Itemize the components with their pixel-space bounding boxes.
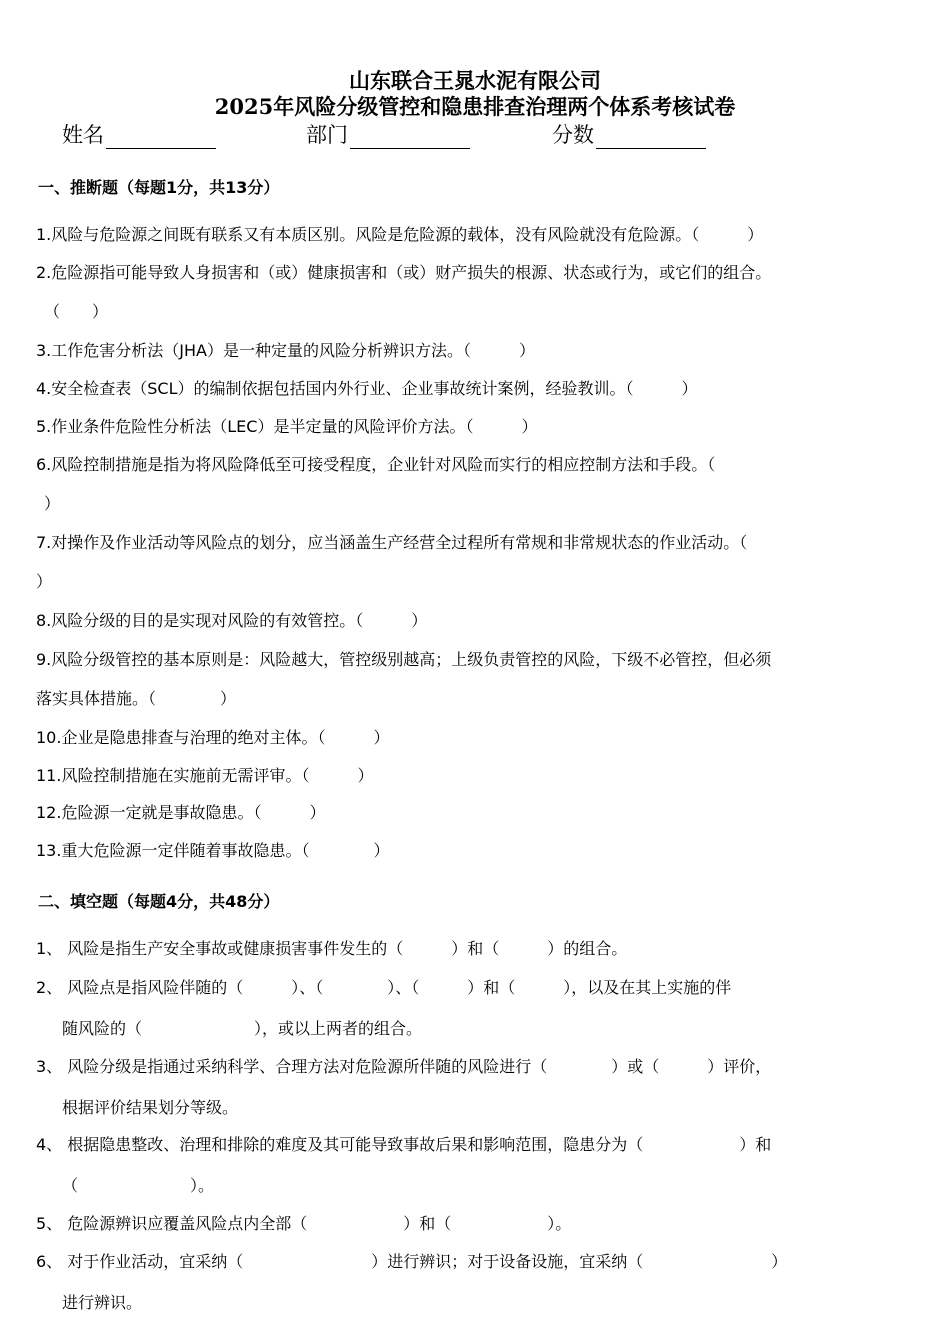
judgment-q10: 10.企业是隐患排查与治理的绝对主体。（ ） (36, 728, 390, 747)
exam-title: 2025年风险分级管控和隐患排查治理两个体系考核试卷 (214, 94, 736, 119)
fill-q2: 2、 风险点是指风险伴随的（ ）、（ ）、（ ）和（ ），以及在其上实施的伴 (36, 978, 732, 997)
judgment-q2-answer[interactable]: （ ） (44, 302, 109, 321)
judgment-q6: 6.风险控制措施是指为将风险降低至可接受程度，企业针对风险而实行的相应控制方法和手段。（ (36, 455, 716, 474)
score-label: 分数 (552, 123, 594, 147)
score-blank[interactable] (596, 126, 706, 149)
fill-q1: 1、 风险是指生产安全事故或健康损害事件发生的（ ）和（ ）的组合。 (36, 939, 628, 958)
name-blank[interactable] (106, 126, 216, 149)
judgment-q8: 8.风险分级的目的是实现对风险的有效管控。（ ） (36, 611, 428, 630)
company-name: 山东联合王晁水泥有限公司 (349, 68, 601, 93)
judgment-q11: 11.风险控制措施在实施前无需评审。（ ） (36, 766, 374, 785)
section-heading-judgment: 一、推断题（每题1分，共13分） (38, 178, 280, 197)
fill-q6: 6、 对于作业活动，宜采纳（ ）进行辨识；对于设备设施，宜采纳（ ） (36, 1252, 788, 1271)
judgment-q13: 13.重大危险源一定伴随着事故隐患。（ ） (36, 841, 390, 860)
judgment-q2: 2.危险源指可能导致人身损害和（或）健康损害和（或）财产损失的根源、状态或行为，或它们的组合。 (36, 263, 772, 282)
department-field[interactable] (306, 119, 470, 149)
score-field[interactable] (552, 119, 706, 149)
judgment-q5: 5.作业条件危险性分析法（LEC）是半定量的风险评价方法。（ ） (36, 417, 538, 436)
name-field[interactable] (62, 119, 216, 149)
fill-q4: 4、 根据隐患整改、治理和排除的难度及其可能导致事故后果和影响范围，隐患分为（ ）和 (36, 1135, 772, 1154)
department-label: 部门 (306, 123, 348, 147)
name-label: 姓名 (62, 123, 104, 147)
student-info-row (0, 119, 950, 147)
judgment-q9: 9.风险分级管控的基本原则是：风险越大，管控级别越高；上级负责管控的风险，下级不必管控，但必须 (36, 650, 772, 669)
fill-q6-cont: 进行辨识。 (62, 1293, 143, 1312)
judgment-q9-cont: 落实具体措施。（ ） (36, 689, 237, 708)
judgment-q6-answer[interactable]: ） (44, 494, 61, 513)
judgment-q7: 7.对操作及作业活动等风险点的划分，应当涵盖生产经营全过程所有常规和非常规状态的作业活动。（ (36, 533, 748, 552)
fill-q3: 3、 风险分级是指通过采纳科学、合理方法对危险源所伴随的风险进行（ ）或（ ）评价， (36, 1057, 772, 1076)
judgment-q7-answer[interactable]: ） (36, 572, 53, 591)
section-heading-fill-blank: 二、填空题（每题4分，共48分） (38, 892, 280, 911)
fill-q5: 5、 危险源辨识应覆盖风险点内全部（ ）和（ ）。 (36, 1214, 572, 1233)
judgment-q3: 3.工作危害分析法（JHA）是一种定量的风险分析辨识方法。（ ） (36, 341, 535, 360)
judgment-q4: 4.安全检查表（SCL）的编制依据包括国内外行业、企业事故统计案例，经验教训。（ ） (36, 379, 698, 398)
judgment-q1: 1.风险与危险源之间既有联系又有本质区别。风险是危险源的载体，没有风险就没有危险源。（ ） (36, 225, 764, 244)
fill-q2-cont: 随风险的（ ），或以上两者的组合。 (62, 1019, 423, 1038)
department-blank[interactable] (350, 126, 470, 149)
fill-q3-cont: 根据评价结果划分等级。 (62, 1098, 239, 1117)
fill-q4-cont: （ ）。 (62, 1176, 215, 1195)
judgment-q12: 12.危险源一定就是事故隐患。（ ） (36, 803, 326, 822)
